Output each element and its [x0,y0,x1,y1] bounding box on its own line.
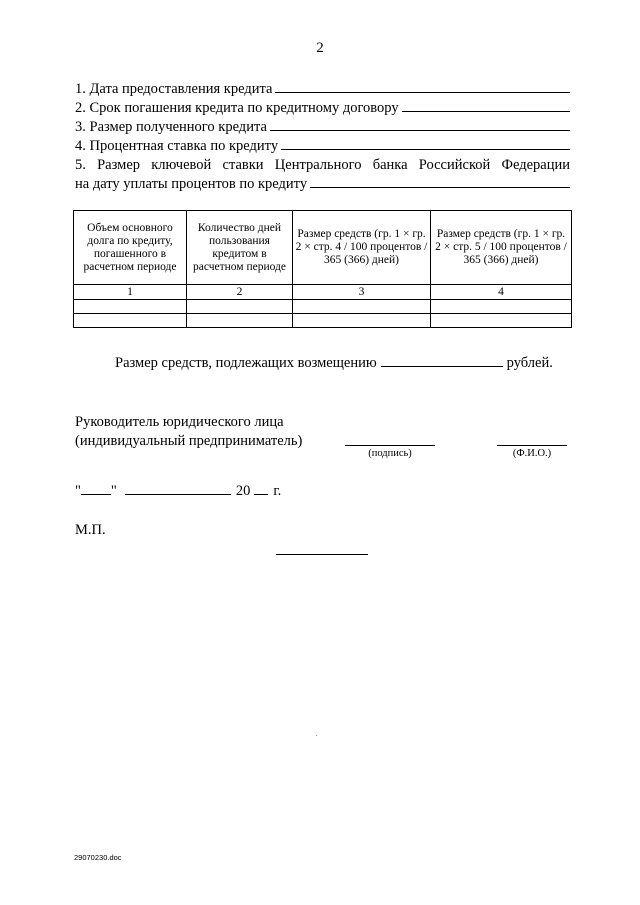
blank-line [275,80,570,93]
name-line [497,444,567,446]
column-header: Количество дней пользования кредитом в расчетном периоде [187,211,293,285]
column-header: Размер средств (гр. 1 × гр. 2 × стр. 4 / 100 процентов / 365 (366) дней) [293,211,431,285]
scan-speck [316,735,317,736]
head-title-line: (индивидуальный предприниматель) [75,433,303,449]
table-cell [293,300,431,314]
table-cell [431,300,572,314]
blank-line [270,118,570,131]
column-number: 4 [431,285,572,300]
table-header-row [74,211,572,285]
head-title [75,413,302,451]
month-blank [125,482,231,495]
table-row [74,314,572,328]
table-column-number-row [74,285,572,300]
page-number: 2 [316,40,324,56]
field-label: 3. Размер полученного кредита [75,119,267,135]
table-cell [431,314,572,328]
amount-label: Размер средств, подлежащих возмещению [115,355,377,371]
field-key-rate [75,156,570,194]
table-cell [74,300,187,314]
year-suffix: г. [273,483,282,499]
reimbursement-amount [115,354,570,372]
signature-line [345,444,435,446]
column-header: Размер средств (гр. 1 × гр. 2 × стр. 5 / 100 процентов / 365 (366) дней) [431,211,572,285]
field-label: 5. Размер ключевой ставки Центрального банка Российской Федерации [75,157,570,173]
head-title-line: Руководитель юридического лица [75,414,284,430]
blank-line [381,354,503,367]
amount-unit: рублей. [506,355,553,371]
blank-line [310,175,570,188]
field-label: на дату уплаты процентов по кредиту [75,176,308,192]
field-interest-rate [75,137,570,155]
column-number: 2 [187,285,293,300]
field-label: 2. Срок погашения кредита по кредитному договору [75,100,399,116]
field-repayment-term [75,99,570,117]
name-caption: (Ф.И.О.) [512,448,552,459]
date-line [75,482,281,500]
signature-caption: (подпись) [368,448,412,459]
table-cell [187,314,293,328]
year-blank [254,482,268,495]
stamp-place: М.П. [75,522,106,538]
column-number: 3 [293,285,431,300]
date-quote: " [110,483,117,499]
blank-line [281,137,570,150]
table-row [74,300,572,314]
table-cell [187,300,293,314]
date-quote: " [75,483,81,499]
year-prefix: 20 [235,483,251,499]
column-header: Объем основного долга по кредиту, погашенного в расчетном периоде [74,211,187,285]
field-label: 4. Процентная ставка по кредиту [75,138,279,154]
footer-filename: 29070230.doc [74,853,122,862]
field-credit-amount [75,118,570,136]
column-number: 1 [74,285,187,300]
calculation-table [73,210,572,328]
table-cell [293,314,431,328]
blank-line [402,99,570,112]
field-label: 1. Дата предоставления кредита [75,81,273,97]
closing-rule [276,554,368,555]
table-cell [74,314,187,328]
field-credit-date [75,80,570,98]
day-blank [81,482,111,495]
